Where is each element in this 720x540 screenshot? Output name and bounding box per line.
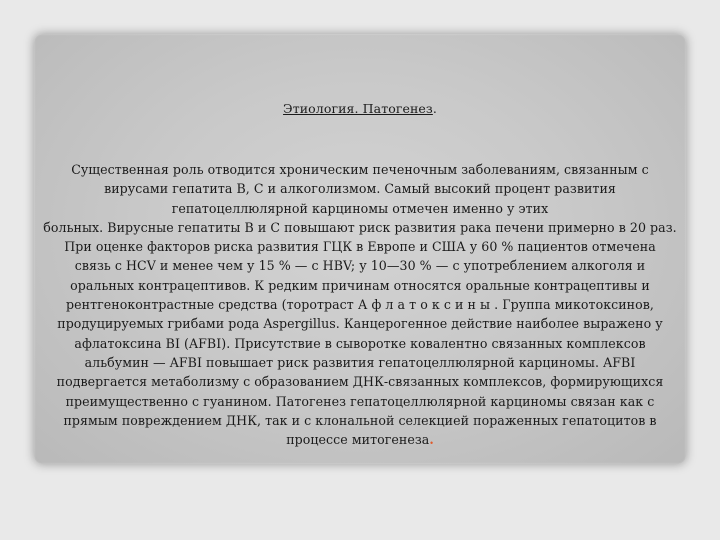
slide-title bbox=[40, 100, 680, 118]
body-line: продуцируемых грибами рода Aspergillus. Канцерогенное действие наиболее выражено у bbox=[57, 316, 663, 332]
body-line: гепатоцеллюлярной карциномы отмечен именно у этих bbox=[171, 200, 549, 216]
body-line: При оценке факторов риска развития ГЦК в Европе и США у 60 % пациентов отмечена bbox=[64, 239, 656, 255]
body-line-last bbox=[40, 430, 680, 449]
body-line: прямым повреждением ДНК, так и с клональной селекцией пораженных гепатоцитов в bbox=[63, 412, 657, 428]
body-line: вирусами гепатита В, С и алкоголизмом. Самый высокий процент развития bbox=[104, 181, 616, 197]
body-line: преимущественно с гуанином. Патогенез гепатоцеллюлярной карциномы связан как с bbox=[65, 393, 655, 409]
body-line: альбумин — AFBI повышает риск развития гепатоцеллюлярной карциномы. AFBI bbox=[84, 354, 636, 370]
slide-body bbox=[40, 160, 680, 449]
end-period-accent: . bbox=[429, 432, 434, 448]
body-line-last-text: процессе митогенеза bbox=[286, 432, 430, 448]
slide-title-text: Этиология. Патогенез bbox=[283, 101, 433, 116]
body-line: Существенная роль отводится хроническим печеночным заболеваниям, связанным с bbox=[71, 162, 649, 177]
slide-title-period: . bbox=[432, 101, 437, 116]
body-line: рентгеноконтрастные средства (торотраст А ф л а т о к с и н ы . Группа микотоксинов, bbox=[66, 297, 654, 313]
body-line: подвергается метаболизму с образованием ДНК-связанных комплексов, формирующихся bbox=[56, 374, 664, 390]
body-line: больных. Вирусные гепатиты В и С повышают риск развития рака печени примерно в 20 раз. bbox=[43, 219, 677, 235]
body-line: связь с HCV и менее чем у 15 % — с HBV; у 10—30 % — с употреблением алкоголя и bbox=[74, 258, 646, 274]
body-line: афлатоксина BI (AFBI). Присутствие в сыворотке ковалентно связанных комплексов bbox=[74, 335, 646, 351]
body-line: оральных контрацептивов. К редким причинам относятся оральные контрацептивы и bbox=[70, 277, 650, 293]
slide-content bbox=[40, 100, 680, 449]
